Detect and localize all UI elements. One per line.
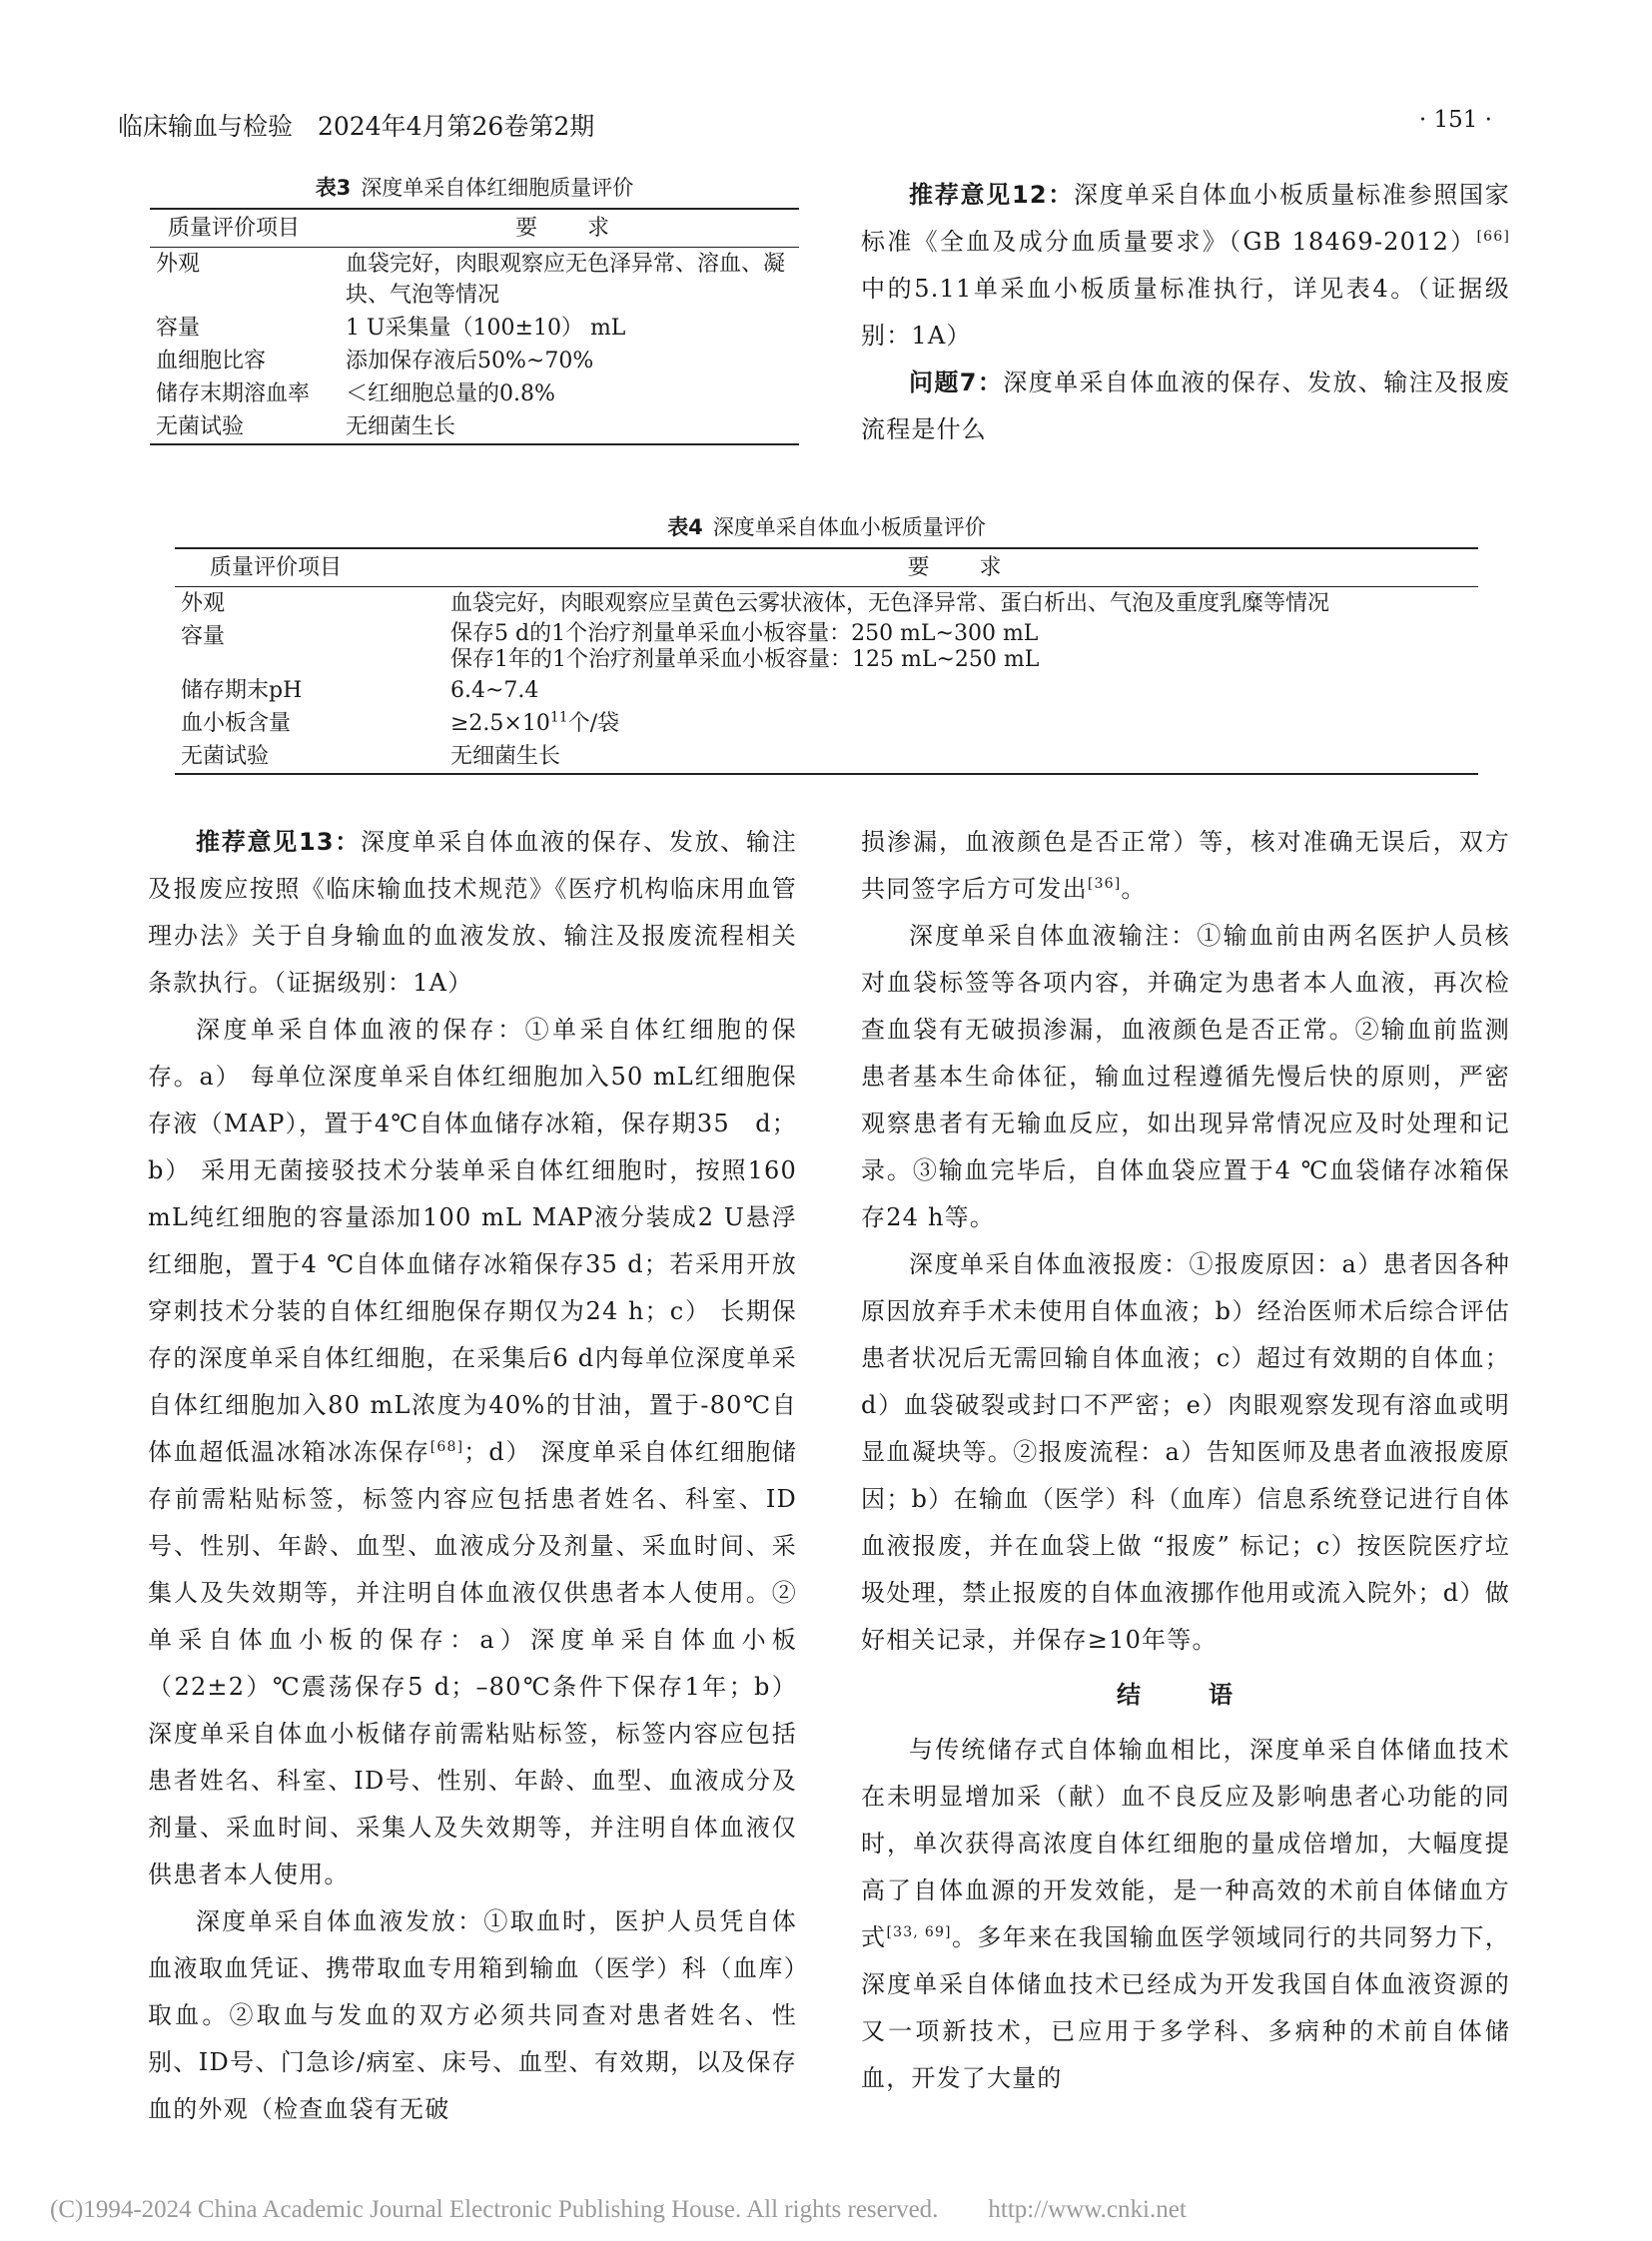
table3-req: 添加保存液后50%~70% — [346, 349, 594, 374]
paragraph-release-cont — [861, 819, 1510, 913]
q7-text: 深度单采自体血液的保存、发放、输注及报废流程是什么 — [861, 369, 1511, 443]
table4-req: 6.4~7.4 — [450, 678, 539, 703]
table4-block — [175, 511, 1478, 775]
table4-req — [444, 707, 1478, 740]
table3-item: 无菌试验 — [150, 410, 340, 444]
conclusion-heading: 结 语 — [1117, 1681, 1254, 1709]
table-row — [175, 740, 1478, 774]
table-row — [150, 248, 799, 313]
table4-req: 血袋完好，肉眼观察应呈黄色云雾状液体，无色泽异常、蛋白析出、气泡及重度乳糜等情况 — [450, 591, 1330, 616]
rec13-text: 深度单采自体血液的保存、发放、输注及报废应按照《临床输血技术规范》《医疗机构临床用血管理办法》关于自身输血的血液发放、输注及报废流程相关条款执行。（证据级别：1A） — [148, 828, 797, 997]
table-row — [150, 345, 799, 377]
recommendation-13 — [148, 819, 797, 1007]
table3 — [150, 208, 799, 445]
table3-label: 表3 — [315, 176, 352, 200]
table4-req-line: 保存5 d的1个治疗剂量单采血小板容量：250 mL~300 mL — [450, 621, 1039, 646]
table3-col-header: 质量评价项目 — [150, 209, 340, 248]
rec12-heading: 推荐意见12： — [909, 181, 1075, 209]
citation: [68] — [429, 1439, 464, 1455]
journal-header: 临床输血与检验 2024年4月第26卷第2期 — [118, 112, 595, 141]
recommendation-12 — [861, 172, 1510, 360]
table3-item: 血细胞比容 — [156, 349, 267, 374]
paragraph-infusion: 深度单采自体血液输注：①输血前由两名医护人员核对血袋标签等各项内容，并确定为患者本人血液，再次检查血袋有无破损渗漏，血液颜色是否正常。②输血前监测患者基本生命体征，输血过程遵循先慢后快的原则，严密观察患者有无输血反应，如出现异常情况应及时处理和记录。③输血完毕后，自体血袋应置于4 ℃血袋储存冰箱保存24 h等。 — [861, 922, 1510, 1231]
table4-item: 外观 — [181, 591, 226, 616]
paragraph-release: 深度单采自体血液发放：①取血时，医护人员凭自体血液取血凭证、携带取血专用箱到输血（医学）科（血库）取血。②取血与发血的双方必须共同查对患者姓名、性别、ID号、门急诊/病室、床号、血型、有效期，以及保存血的外观（检查血袋有无破 — [148, 1907, 797, 2123]
table3-req: 血袋完好，肉眼观察应无色泽异常、溶血、凝块、气泡等情况 — [346, 252, 786, 308]
table4-req: 无细菌生长 — [444, 740, 1478, 774]
rec13-heading: 推荐意见13： — [196, 828, 362, 856]
table3-title: 深度单采自体红细胞质量评价 — [361, 176, 634, 200]
table4-item: 血小板含量 — [181, 711, 292, 736]
storage-text-cont: ；d） 深度单采自体红细胞储存前需粘贴标签，标签内容应包括患者姓名、科室、ID号、性别、年龄、血型、血液成分及剂量、采血时间、采集人及失效期等，并注明自体血液仅供患者本人使用。②单采自体血小板的保存：a）深度单采自体血小板（22±2）℃震荡保存5 d；–80℃条件下保存1年；b）深度单采自体血小板储存前需粘贴标签，标签内容应包括患者姓名、科室、ID号、性别、年龄、血型、血液成分及剂量、采血时间、采集人及失效期等，并注明自体血液仅供患者本人使用。 — [148, 1438, 798, 1888]
table3-req: 无细菌生长 — [340, 410, 799, 444]
table4-item: 容量 — [181, 624, 226, 649]
table3-block — [150, 172, 799, 445]
table4-col-header: 要 求 — [444, 548, 1478, 587]
paragraph-conclusion — [861, 1727, 1510, 2102]
right-top-text — [861, 172, 1510, 453]
conclusion-text-cont: 。多年来在我国输血医学领域同行的共同努力下，深度单采自体储血技术已经成为开发我国自体血液资源的又一项新技术，已应用于多学科、多病种的术前自体储血，开发了大量的 — [861, 1923, 1511, 2092]
citation: [66] — [1476, 229, 1510, 245]
release-text-end: 。 — [1121, 875, 1147, 903]
page-number: · 151 · — [1418, 107, 1492, 133]
table4-item: 储存期末pH — [181, 678, 303, 703]
table4-title: 深度单采自体血小板质量评价 — [712, 515, 986, 539]
platelet-count-unit: 个/袋 — [567, 711, 620, 736]
table-row — [150, 312, 799, 345]
table-row — [175, 587, 1478, 621]
release-text-cont: 损渗漏，血液颜色是否正常）等，核对准确无误后，双方共同签字后方可发出 — [861, 828, 1510, 903]
table4-header-row — [175, 548, 1478, 587]
table3-col-header: 要 求 — [340, 209, 799, 248]
table3-caption — [150, 172, 799, 202]
table4 — [175, 547, 1478, 775]
table3-item: 外观 — [156, 252, 201, 277]
platelet-count-exponent: 11 — [549, 709, 568, 726]
table4-req-line: 保存1年的1个治疗剂量单采血小板容量：125 mL~250 mL — [450, 647, 1040, 672]
conclusion-text: 与传统储存式自体输血相比，深度单采自体储血技术在未明显增加采（献）血不良反应及影响患者心功能的同时，单次获得高浓度自体红细胞的量成倍增加，大幅度提高了自体血源的开发效能，是一种高效的术前自体储血方式 — [861, 1736, 1510, 1951]
table-row — [175, 620, 1478, 674]
table4-col-header: 质量评价项目 — [175, 548, 444, 587]
rec12-text: 深度单采自体血小板质量标准参照国家标准《全血及成分血质量要求》（GB 18469-2012） — [861, 181, 1510, 256]
platelet-count-base: ≥2.5×10 — [450, 711, 550, 736]
q7-heading: 问题7： — [909, 369, 1004, 396]
table-row — [150, 377, 799, 410]
table3-item: 容量 — [156, 316, 201, 341]
table3-req: 1 U采集量（100±10） mL — [346, 316, 626, 341]
paragraph-storage — [148, 1007, 797, 1898]
table4-req — [444, 620, 1478, 674]
table4-item: 无菌试验 — [175, 740, 444, 774]
paragraph-scrap: 深度单采自体血液报废：①报废原因：a）患者因各种原因放弃手术未使用自体血液；b）经治医师术后综合评估患者状况后无需回输自体血液；c）超过有效期的自体血；d）血袋破裂或封口不严密；e）肉眼观察发现有溶血或明显血凝块等。②报废流程：a）告知医师及患者血液报废原因；b）在输血（医学）科（血库）信息系统登记进行自体血液报废，并在血袋上做 “报废” 标记；c）按医院医疗垃圾处理，禁止报废的自体血液挪作他用或流入院外；d）做好相关记录，并保存≥10年等。 — [861, 1250, 1510, 1654]
table4-label: 表4 — [667, 515, 703, 539]
rec12-tail: 中的5.11单采血小板质量标准执行，详见表4。（证据级别：1A） — [861, 275, 1510, 350]
storage-text: 深度单采自体血液的保存：①单采自体红细胞的保存。a） 每单位深度单采自体红细胞加入50 mL红细胞保存液（MAP），置于4℃自体血储存冰箱，保存期35 d；b） 采用无菌接驳技术分装单采自体红细胞时，按照160 mL纯红细胞的容量添加100 mL MAP液分装成2 U悬浮红细胞，置于4 ℃自体血储存冰箱保存35 d；若采用开放穿刺技术分装的自体红细胞保存期仅为24 h；c） 长期保存的深度单采自体红细胞，在采集后6 d内每单位深度单采自体红细胞加入80 mL浓度为40%的甘油，置于-80℃自体血超低温冰箱冰冻保存 — [148, 1016, 797, 1466]
table3-header-row — [150, 209, 799, 248]
left-column — [148, 819, 797, 2133]
table3-item: 储存末期溶血率 — [156, 381, 311, 406]
citation: [33, 69] — [886, 1924, 952, 1940]
citation: [36] — [1087, 876, 1122, 892]
right-column — [861, 819, 1510, 2102]
table-row — [175, 674, 1478, 707]
table-row — [175, 707, 1478, 740]
question-7 — [861, 360, 1510, 453]
copyright-footer: (C)1994-2024 China Academic Journal Electronic Publishing House. All rights reserved. http://www.cnki.net — [50, 2196, 1187, 2223]
table-row — [150, 410, 799, 444]
table4-caption — [175, 511, 1478, 541]
table3-req: ＜红细胞总量的0.8% — [346, 381, 555, 406]
